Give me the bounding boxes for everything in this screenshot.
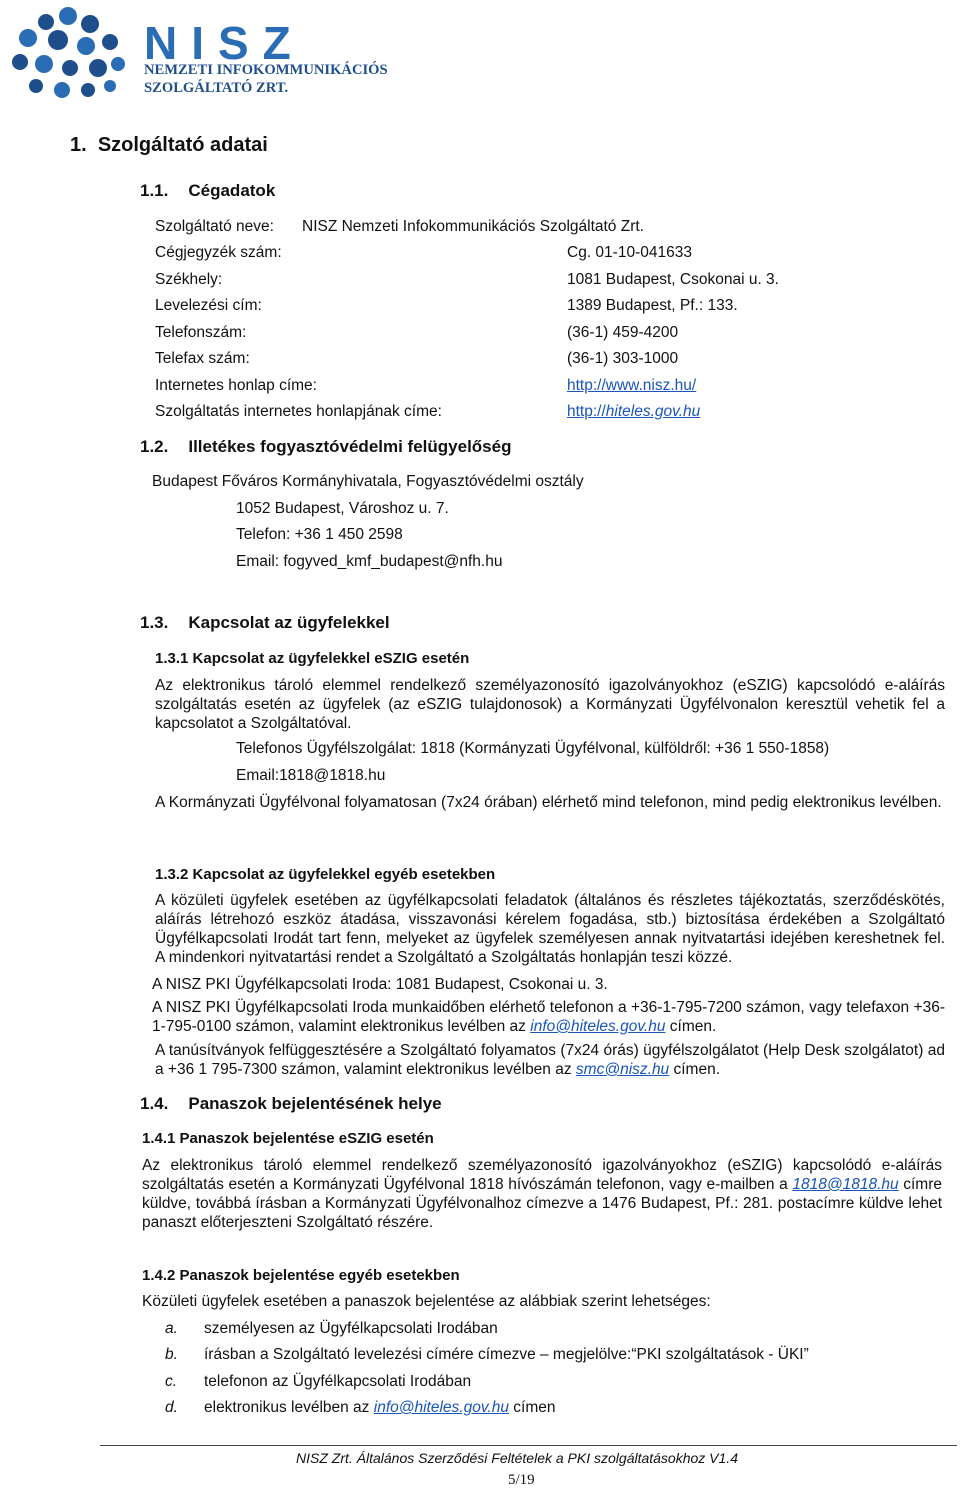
list-item-b-mark: b. <box>165 1346 178 1363</box>
office-paragraph: A közületi ügyfelek esetében az ügyfélkapcsolati feladatok (általános és részletes tájékoztatás, szerződéskötés, aláírás létrehozó eszköz átadása, visszavonási kérelem fogadása, stb.) biztosítása érdekében a Szolgáltató Ügyfélkapcsolati Irodát tart fenn, melyeket az ügyfelek személyesen annak nyitvatartási idejében kereshetnek fel. A mindenkori nyitvatartási rendet a Szolgáltató a Szolgáltatás honlapján teszi közzé. <box>155 892 945 966</box>
complaint-email-link[interactable]: info@hiteles.gov.hu <box>373 1399 509 1416</box>
section-1-4-1-heading: 1.4.1 Panaszok bejelentése eSZIG esetén <box>142 1130 434 1147</box>
complaint-intro: Közületi ügyfelek esetében a panaszok bejelentése az alábbiak szerint lehetséges: <box>142 1293 711 1310</box>
service-website-label: Szolgáltatás internetes honlapjának címe: <box>155 403 442 420</box>
info-email-link[interactable]: info@hiteles.gov.hu <box>530 1018 666 1035</box>
website-link[interactable]: http://www.nisz.hu/ <box>567 377 697 394</box>
consumer-office: Budapest Főváros Kormányhivatala, Fogyasztóvédelmi osztály <box>152 473 584 490</box>
section-1-4-heading: 1.4. Panaszok bejelentésének helye <box>140 1094 442 1113</box>
eszig-email-line: Email:1818@1818.hu <box>236 767 386 784</box>
company-name-value: NISZ Nemzeti Infokommunikációs Szolgáltató Zrt. <box>302 218 644 235</box>
smc-email-link[interactable]: smc@nisz.hu <box>575 1061 670 1078</box>
eszig-complaint-paragraph: Az elektronikus tároló elemmel rendelkező személyazonosító igazolványokhoz (eSZIG) kapcsolódó e-aláírás szolgáltatás esetén a Kormányzati Ügyfélvonal 1818 hívószámán telefonon, vagy e-mailben a 1818@1818.hu címre küldve, továbbá írásban a Kormányzati Ügyfélvonalhoz címezve a 1476 Budapest, Pf.: 281. postacímre küldve lehet panaszt előterjeszteni Szolgáltató részére. <box>142 1157 942 1231</box>
mail-address-label: Levelezési cím: <box>155 297 262 314</box>
fax-value: (36-1) 303-1000 <box>567 350 679 367</box>
eszig-contact-paragraph: Az elektronikus tároló elemmel rendelkező személyazonosító igazolványokhoz (eSZIG) kapcsolódó e-aláírás szolgáltatás esetén az ügyfelek (az eSZIG tulajdonosok) a Kormányzati Ügyfélvonalon keresztül vehetik fel a kapcsolatot a Szolgáltatóval. <box>155 677 945 732</box>
section-1-3-2-heading: 1.3.2 Kapcsolat az ügyfelekkel egyéb esetekben <box>155 866 496 883</box>
section-1-3-heading: 1.3. Kapcsolat az ügyfelekkel <box>140 613 390 632</box>
brand-line-1: NEMZETI INFOKOMMUNIKÁCIÓS <box>144 62 388 78</box>
registry-label: Cégjegyzék szám: <box>155 244 282 261</box>
page-number: 5/19 <box>508 1472 535 1488</box>
helpdesk-paragraph: A tanúsítványok felfüggesztésére a Szolgáltató folyamatos (7x24 órás) ügyfélszolgálatot (Help Desk szolgálatot) ad a +36 1 795-7300 számon, valamint elektronikus levélben az smc@nisz.hu címen. <box>155 1042 945 1078</box>
registry-value: Cg. 01-10-041633 <box>567 244 692 261</box>
brand-line-2: SZOLGÁLTATÓ ZRT. <box>144 80 289 96</box>
footer-text: NISZ Zrt. Általános Szerződési Feltételek a PKI szolgáltatásokhoz V1.4 <box>296 1450 738 1466</box>
list-item-c: telefonon az Ügyfélkapcsolati Irodában <box>204 1373 472 1390</box>
office-contact-paragraph: A NISZ PKI Ügyfélkapcsolati Iroda munkaidőben elérhető telefonon a +36-1-795-7200 számon, vagy telefaxon +36-1-795-0100 számon, valamint elektronikus levélben az info@hiteles.gov.hu címen. <box>152 999 945 1035</box>
footer-divider <box>100 1445 957 1446</box>
consumer-phone: Telefon: +36 1 450 2598 <box>236 526 403 543</box>
eszig-complaint-email-link[interactable]: 1818@1818.hu <box>792 1176 899 1193</box>
mail-address-value: 1389 Budapest, Pf.: 133. <box>567 297 738 314</box>
section-1-1-heading: 1.1. Cégadatok <box>140 181 276 200</box>
eszig-phone-line: Telefonos Ügyfélszolgálat: 1818 (Kormányzati Ügyfélvonal, külföldről: +36 1 550-1858) <box>236 740 830 757</box>
brand-name: NISZ <box>144 17 305 69</box>
company-name-label: Szolgáltató neve: <box>155 218 274 235</box>
consumer-email: Email: fogyved_kmf_budapest@nfh.hu <box>236 553 503 570</box>
seat-value: 1081 Budapest, Csokonai u. 3. <box>567 271 779 288</box>
section-1-4-2-heading: 1.4.2 Panaszok bejelentése egyéb esetekben <box>142 1267 460 1284</box>
list-item-a-mark: a. <box>165 1320 178 1337</box>
section-1-2-heading: 1.2. Illetékes fogyasztóvédelmi felügyelőség <box>140 437 512 456</box>
section-1-heading: 1. Szolgáltató adatai <box>70 134 268 156</box>
fax-label: Telefax szám: <box>155 350 250 367</box>
list-item-d: elektronikus levélben az info@hiteles.gov.hu címen <box>204 1399 556 1416</box>
eszig-availability-paragraph: A Kormányzati Ügyfélvonal folyamatosan (7x24 órában) elérhető mind telefonon, mind pedig elektronikus levélben. <box>155 794 942 811</box>
service-website-link[interactable]: http://hiteles.gov.hu <box>567 403 701 420</box>
section-1-3-1-heading: 1.3.1 Kapcsolat az ügyfelekkel eSZIG esetén <box>155 650 470 667</box>
company-logo <box>6 2 406 102</box>
list-item-b: írásban a Szolgáltató levelezési címére címezve – megjelölve:“PKI szolgáltatások - ÜKI” <box>204 1346 809 1363</box>
phone-value: (36-1) 459-4200 <box>567 324 679 341</box>
consumer-address: 1052 Budapest, Városhoz u. 7. <box>236 500 449 517</box>
logo-dots-icon <box>6 2 136 102</box>
office-address-line: A NISZ PKI Ügyfélkapcsolati Iroda: 1081 Budapest, Csokonai u. 3. <box>152 976 608 993</box>
list-item-d-mark: d. <box>165 1399 178 1416</box>
seat-label: Székhely: <box>155 271 223 288</box>
website-label: Internetes honlap címe: <box>155 377 317 394</box>
list-item-a: személyesen az Ügyfélkapcsolati Irodában <box>204 1320 498 1337</box>
phone-label: Telefonszám: <box>155 324 247 341</box>
list-item-c-mark: c. <box>165 1373 178 1390</box>
